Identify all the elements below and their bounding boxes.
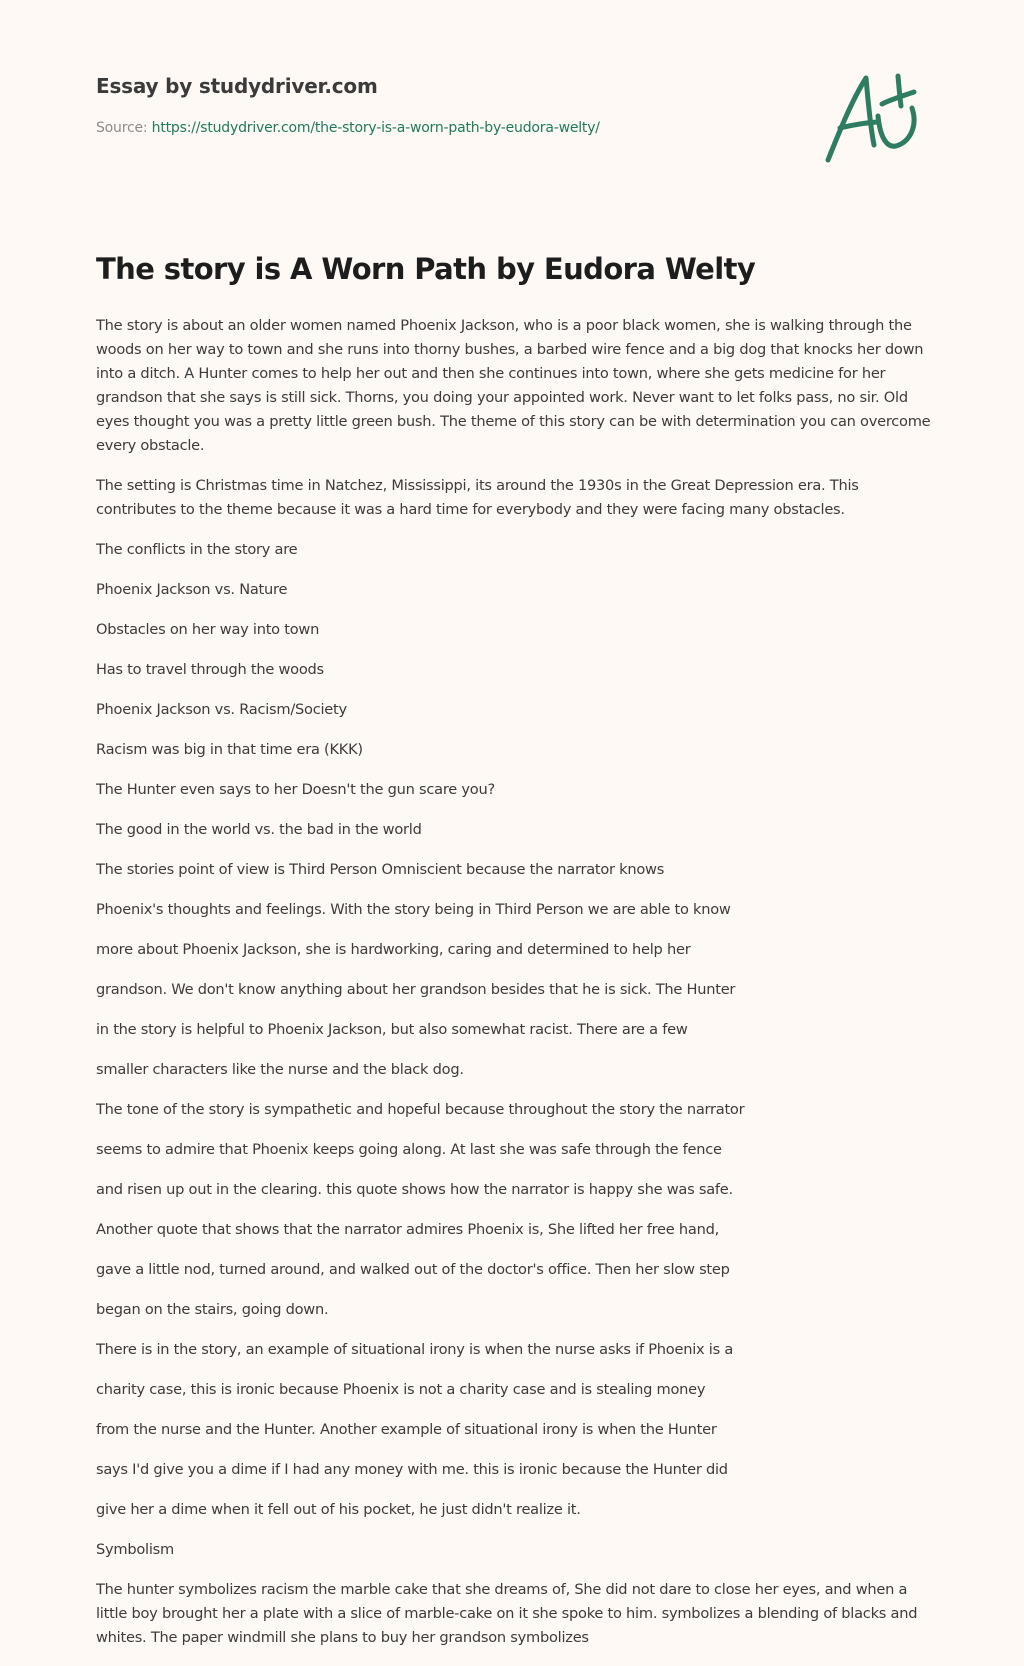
essay-line: Phoenix Jackson vs. Nature xyxy=(96,581,288,598)
paragraph-summary: The story is about an older women named Phoenix Jackson, who is a poor black women, she is walking through the woods on her way to town and she runs into thorny bushes, a barbed wire fence and a big dog that knocks her down into a ditch. A Hunter comes to help her out and then she continues into town, where she gets medicine for her grandson that she says is still sick. Thorns, you doing your appointed work. Never want to let folks pass, no sir. Old eyes thought you was a pretty little green bush. The theme of this story can be with determination you can overcome every obstacle. xyxy=(96,317,931,454)
site-title: Essay by studydriver.com xyxy=(96,74,378,98)
essay-line: Phoenix's thoughts and feelings. With the story being in Third Person we are able to know xyxy=(96,901,731,918)
essay-line: grandson. We don't know anything about her grandson besides that he is sick. The Hunter xyxy=(96,981,736,998)
essay-line: gave a little nod, turned around, and walked out of the doctor's office. Then her slow step xyxy=(96,1261,730,1278)
essay-line: The conflicts in the story are xyxy=(96,541,298,558)
essay-body xyxy=(96,314,934,1666)
source-link[interactable]: https://studydriver.com/the-story-is-a-worn-path-by-eudora-welty/ xyxy=(151,120,600,136)
essay-line: The tone of the story is sympathetic and hopeful because throughout the story the narrator xyxy=(96,1101,745,1118)
essay-line: in the story is helpful to Phoenix Jackson, but also somewhat racist. There are a few xyxy=(96,1021,688,1038)
essay-line: Has to travel through the woods xyxy=(96,661,324,678)
paragraph-setting: The setting is Christmas time in Natchez, Mississippi, its around the 1930s in the Great Depression era. This contributes to the theme because it was a hard time for everybody and they were facing many obstacles. xyxy=(96,477,859,518)
essay-line: more about Phoenix Jackson, she is hardworking, caring and determined to help her xyxy=(96,941,691,958)
essay-line: from the nurse and the Hunter. Another example of situational irony is when the Hunter xyxy=(96,1421,717,1438)
essay-line: smaller characters like the nurse and the black dog. xyxy=(96,1061,464,1078)
essay-line: There is in the story, an example of situational irony is when the nurse asks if Phoenix is a xyxy=(96,1341,734,1358)
essay-line: The good in the world vs. the bad in the world xyxy=(96,821,422,838)
page-header xyxy=(96,74,796,136)
section-heading-symbolism: Symbolism xyxy=(96,1541,174,1558)
essay-title: The story is A Worn Path by Eudora Welty xyxy=(96,252,756,286)
essay-line: Obstacles on her way into town xyxy=(96,621,320,638)
essay-line: give her a dime when it fell out of his pocket, he just didn't realize it. xyxy=(96,1501,581,1518)
a-plus-grade-icon xyxy=(822,70,926,166)
essay-line: The stories point of view is Third Person Omniscient because the narrator knows xyxy=(96,861,665,878)
essay-line: charity case, this is ironic because Phoenix is not a charity case and is stealing money xyxy=(96,1381,706,1398)
essay-line: seems to admire that Phoenix keeps going along. At last she was safe through the fence xyxy=(96,1141,722,1158)
source-line xyxy=(96,120,796,136)
essay-line: Another quote that shows that the narrator admires Phoenix is, She lifted her free hand, xyxy=(96,1221,719,1238)
essay-line: Phoenix Jackson vs. Racism/Society xyxy=(96,701,347,718)
essay-line: and risen up out in the clearing. this quote shows how the narrator is happy she was safe. xyxy=(96,1181,733,1198)
paragraph-symbolism: The hunter symbolizes racism the marble cake that she dreams of, She did not dare to close her eyes, and when a little boy brought her a plate with a slice of marble-cake on it she spoke to him. symbolizes a blending of blacks and whites. The paper windmill she plans to buy her grandson symbolizes xyxy=(96,1581,918,1646)
essay-line: The Hunter even says to her Doesn't the gun scare you? xyxy=(96,781,495,798)
essay-line: Racism was big in that time era (KKK) xyxy=(96,741,363,758)
essay-line: says I'd give you a dime if I had any money with me. this is ironic because the Hunter did xyxy=(96,1461,728,1478)
source-label: Source: xyxy=(96,120,148,136)
essay-line: began on the stairs, going down. xyxy=(96,1301,329,1318)
